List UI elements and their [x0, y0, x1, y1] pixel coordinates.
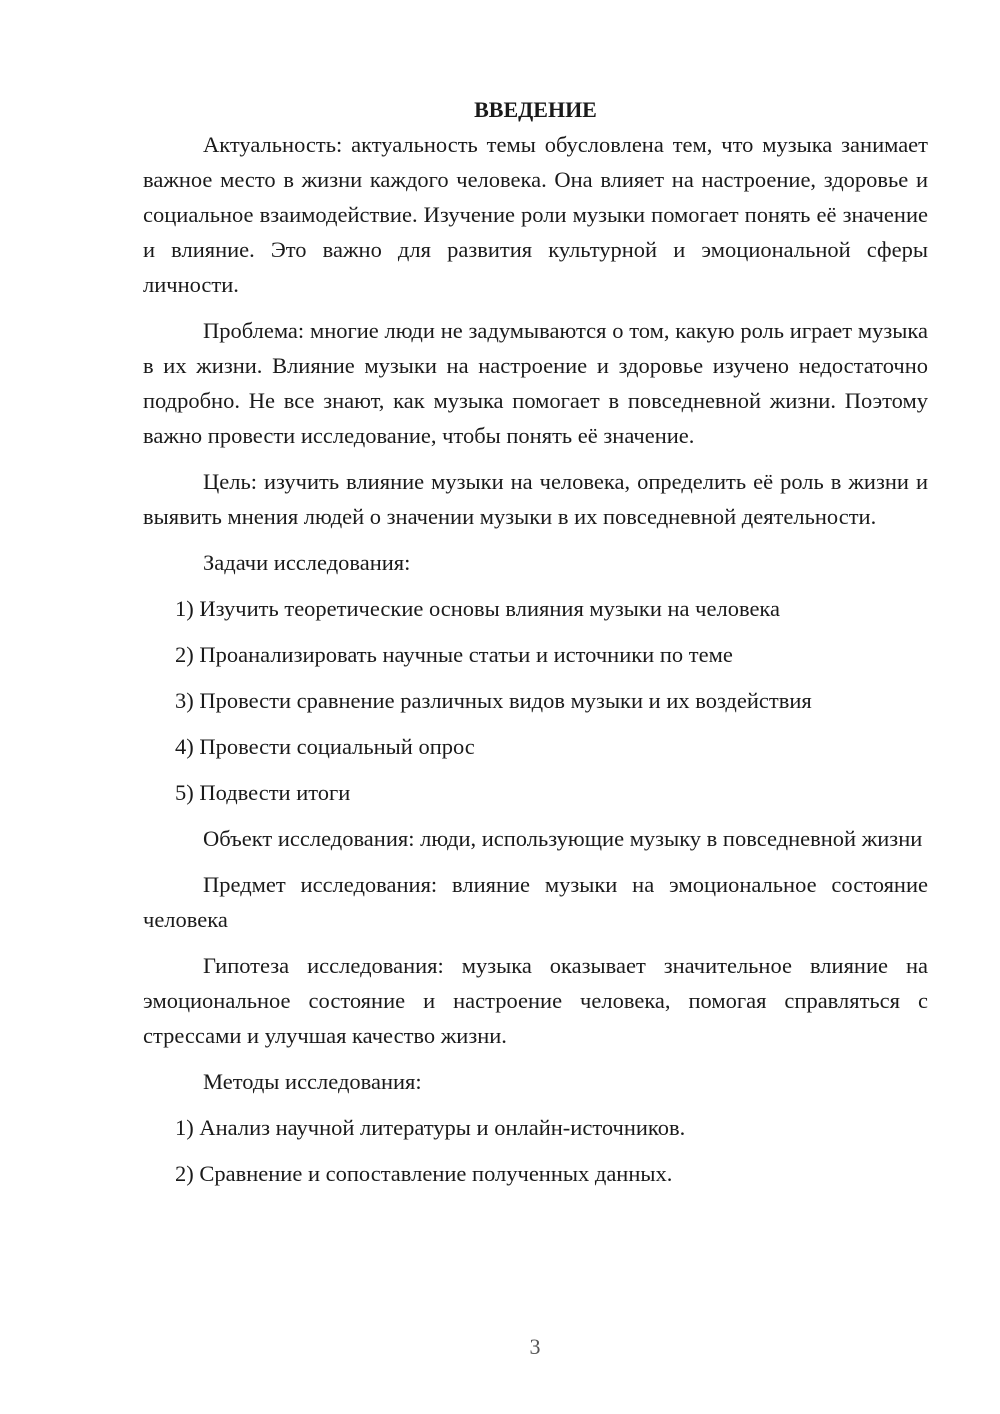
hypothesis-paragraph: Гипотеза исследования: музыка оказывает значительное влияние на эмоциональное состояние и настроение человека, помогая справляться с стрессами и улучшая качество жизни.: [143, 953, 928, 1048]
tasks-heading: Задачи исследования:: [203, 550, 411, 575]
page-number: 3: [529, 1334, 541, 1359]
object-paragraph: Объект исследования: люди, использующие музыку в повседневной жизни: [203, 826, 923, 851]
task-item-1: 1) Изучить теоретические основы влияния музыки на человека: [175, 596, 781, 621]
method-item-1: 1) Анализ научной литературы и онлайн-источников.: [175, 1115, 686, 1140]
task-item-5: 5) Подвести итоги: [175, 780, 351, 805]
task-item-4: 4) Провести социальный опрос: [175, 734, 475, 759]
document-page: [143, 92, 928, 1191]
method-item-2: 2) Сравнение и сопоставление полученных данных.: [175, 1161, 673, 1186]
task-item-2: 2) Проанализировать научные статьи и источники по теме: [175, 642, 733, 667]
problem-paragraph: Проблема: многие люди не задумываются о том, какую роль играет музыка в их жизни. Влияние музыки на настроение и здоровье изучено недостаточно подробно. Не все знают, как музыка помогает в повседневной жизни. Поэтому важно провести исследование, чтобы понять её значение.: [143, 318, 928, 448]
goal-paragraph: Цель: изучить влияние музыки на человека, определить её роль в жизни и выявить мнения людей о значении музыки в их повседневной деятельности.: [143, 469, 928, 529]
task-item-3: 3) Провести сравнение различных видов музыки и их воздействия: [175, 688, 812, 713]
section-heading: ВВЕДЕНИЕ: [474, 97, 597, 122]
methods-heading: Методы исследования:: [203, 1069, 422, 1094]
subject-paragraph: Предмет исследования: влияние музыки на эмоциональное состояние человека: [143, 872, 928, 932]
relevance-paragraph: Актуальность: актуальность темы обусловлена тем, что музыка занимает важное место в жизни каждого человека. Она влияет на настроение, здоровье и социальное взаимодействие. Изучение роли музыки помогает понять её значение и влияние. Это важно для развития культурной и эмоциональной сферы личности.: [143, 132, 928, 297]
